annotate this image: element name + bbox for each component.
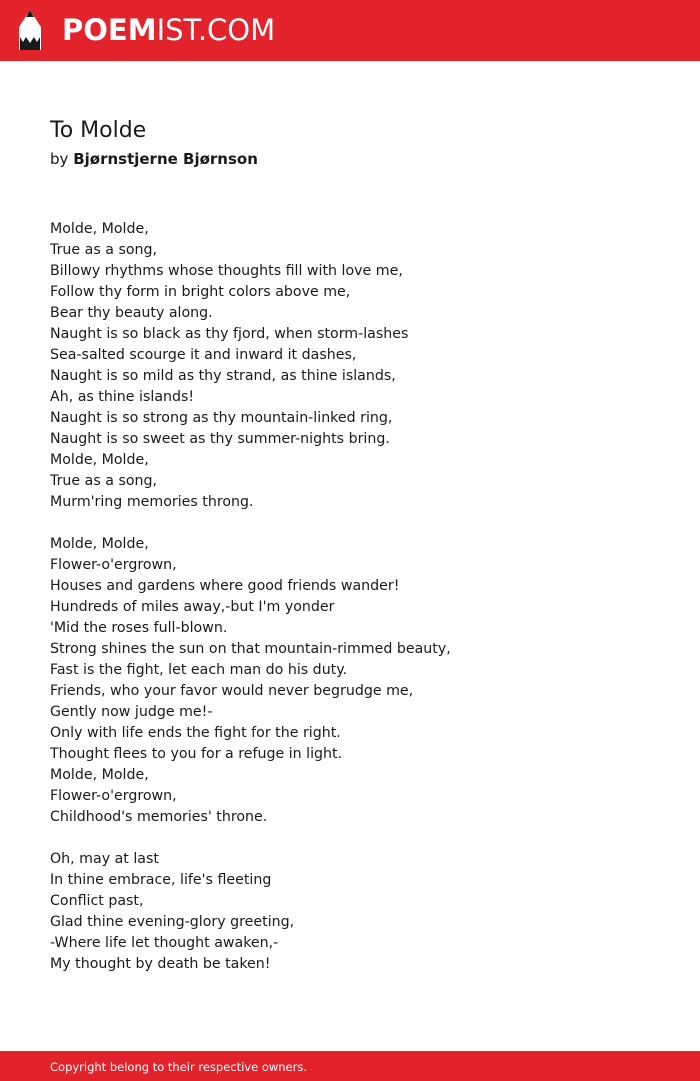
poem-line: Molde, Molde, bbox=[50, 767, 149, 783]
poem-line: Friends, who your favor would never begrudge me, bbox=[50, 683, 414, 699]
poem-line: In thine embrace, life's fleeting bbox=[50, 872, 272, 888]
poem-line: Hundreds of miles away,-but I'm yonder bbox=[50, 599, 335, 615]
stanza bbox=[50, 849, 650, 975]
poem-line: Glad thine evening-glory greeting, bbox=[50, 914, 295, 930]
poem-line: Houses and gardens where good friends wander! bbox=[50, 578, 400, 594]
site-header bbox=[0, 0, 700, 61]
poem-line: Childhood's memories' throne. bbox=[50, 809, 268, 825]
poem-line: My thought by death be taken! bbox=[50, 956, 271, 972]
poem-body bbox=[50, 219, 650, 996]
site-logo[interactable] bbox=[62, 11, 275, 49]
poem-line: True as a song, bbox=[50, 242, 158, 258]
byline bbox=[50, 149, 258, 169]
poem-line: Billowy rhythms whose thoughts fill with love me, bbox=[50, 263, 403, 279]
stanza bbox=[50, 219, 650, 513]
poem-line: Strong shines the sun on that mountain-rimmed beauty, bbox=[50, 641, 451, 657]
poem-line: Sea-salted scourge it and inward it dashes, bbox=[50, 347, 357, 363]
poem-line: -Where life let thought awaken,- bbox=[50, 935, 279, 951]
poem-line: Bear thy beauty along. bbox=[50, 305, 213, 321]
logo-light-text: IST.COM bbox=[156, 13, 276, 47]
poem-line: 'Mid the roses full-blown. bbox=[50, 620, 228, 636]
poem-line: Flower-o'ergrown, bbox=[50, 557, 177, 573]
poem-title: To Molde bbox=[50, 118, 147, 143]
poem-line: Ah, as thine islands! bbox=[50, 389, 195, 405]
poem-line: Naught is so mild as thy strand, as thine islands, bbox=[50, 368, 396, 384]
stanza bbox=[50, 534, 650, 828]
pencil-tip-icon[interactable] bbox=[18, 9, 42, 51]
poem-line: Only with life ends the fight for the right. bbox=[50, 725, 341, 741]
poem-line: Thought flees to you for a refuge in light. bbox=[50, 746, 343, 762]
poem-line: True as a song, bbox=[50, 473, 158, 489]
poem-line: Naught is so strong as thy mountain-linked ring, bbox=[50, 410, 393, 426]
poem-line: Oh, may at last bbox=[50, 851, 159, 867]
poem-line: Naught is so black as thy fjord, when storm-lashes bbox=[50, 326, 409, 342]
author-name: Bjørnstjerne Bjørnson bbox=[73, 150, 258, 168]
poem-line: Murm'ring memories throng. bbox=[50, 494, 254, 510]
site-footer bbox=[0, 1051, 700, 1081]
poem-line: Flower-o'ergrown, bbox=[50, 788, 177, 804]
byline-prefix: by bbox=[50, 150, 69, 168]
poem-line: Molde, Molde, bbox=[50, 536, 149, 552]
poem-line: Fast is the fight, let each man do his duty. bbox=[50, 662, 348, 678]
poem-line: Follow thy form in bright colors above me, bbox=[50, 284, 351, 300]
poem-line: Naught is so sweet as thy summer-nights bring. bbox=[50, 431, 390, 447]
poem-line: Conflict past, bbox=[50, 893, 144, 909]
poem-line: Gently now judge me!- bbox=[50, 704, 213, 720]
poem-line: Molde, Molde, bbox=[50, 452, 149, 468]
copyright-text: Copyright belong to their respective owners. bbox=[50, 1060, 308, 1074]
poem-line: Molde, Molde, bbox=[50, 221, 149, 237]
logo-bold-text: POEM bbox=[62, 13, 157, 47]
